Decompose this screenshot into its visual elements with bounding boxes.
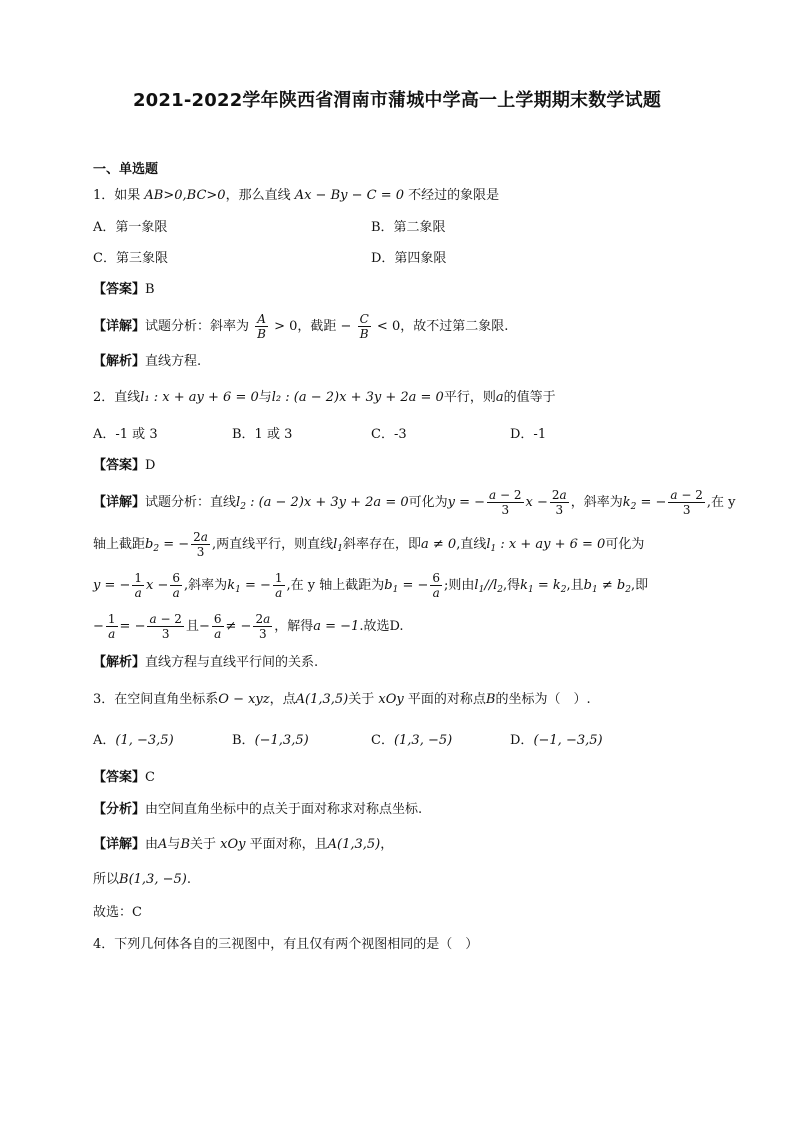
page-title: 2021-2022学年陕西省渭南市蒲城中学高一上学期期末数学试题 (132, 90, 662, 111)
q3-option-d: D．(−1, −3,5) (510, 733, 603, 748)
q3-so: 所以B(1,3, −5). (93, 872, 191, 887)
q1-option-d: D．第四象限 (371, 251, 447, 266)
q1-option-a: A．第一象限 (93, 220, 168, 235)
q3-stem: 3．在空间直角坐标系O − xyz，点A(1,3,5)关于 xOy 平面的对称点B的坐标为（ ）. (93, 692, 591, 707)
q3-choose: 故选：C (93, 905, 142, 920)
q2-option-a: A．-1 或 3 (93, 427, 158, 442)
q1-answer: 【答案】B (93, 282, 155, 297)
q3-option-a: A．(1, −3,5) (93, 733, 174, 748)
q3-answer: 【答案】C (93, 770, 155, 785)
q2-option-c: C．-3 (371, 427, 407, 442)
q2-detail-line4: − $\frac{1}{a}$ = − $\frac{a - 2}{3}$ 且− $\frac{6}{a}$ ≠ − $\frac{2a}{3}$ ，解得a = −1.故选D. (93, 612, 404, 641)
q2-stem: 2．直线l₁ : x + ay + 6 = 0与l₂ : (a − 2)x + 3y + 2a = 0平行，则a的值等于 (93, 390, 556, 405)
q3-option-b: B．(−1,3,5) (232, 733, 309, 748)
q1-option-c: C．第三象限 (93, 251, 168, 266)
q3-fenxi: 【分析】由空间直角坐标中的点关于面对称求对称点坐标. (93, 802, 423, 817)
q3-detail: 【详解】由A与B关于 xOy 平面对称，且A(1,3,5)， (93, 837, 394, 852)
q1-detail: 【详解】试题分析：斜率为 $\frac{A}{B}$ > 0，截距 − $\frac{C}{B}$ < 0，故不过第二象限. (93, 312, 509, 341)
q4-stem: 4．下列几何体各自的三视图中，有且仅有两个视图相同的是（ ） (93, 937, 479, 952)
q2-detail-line2: 轴上截距$b_2$ = − $\frac{2a}{3}$ ,两直线平行，则直线$l_1$斜率存在，即a ≠ 0,直线$l_1$ : x + ay + 6 = 0可化为 (93, 530, 645, 559)
q2-analysis: 【解析】直线方程与直线平行间的关系. (93, 655, 319, 670)
q2-detail-line1: 【详解】试题分析：直线$l_2$ : (a − 2)x + 3y + 2a = 0可化为y = − $\frac{a - 2}{3}$ x − $\frac{2a}{3}$ ，斜率为$k_2$ = − $\frac{a - 2}{3}$ ,在 y (93, 488, 736, 517)
q1-stem: 1．如果 AB>0,BC>0，那么直线 Ax − By − C = 0 不经过的象限是 (93, 188, 500, 203)
q2-answer: 【答案】D (93, 458, 156, 473)
q2-option-b: B．1 或 3 (232, 427, 293, 442)
q3-option-c: C．(1,3, −5) (371, 733, 453, 748)
q1-analysis: 【解析】直线方程. (93, 354, 202, 369)
q2-detail-line3: y = − $\frac{1}{a}$ x − $\frac{6}{a}$ ,斜率为$k_1$ = − $\frac{1}{a}$ ,在 y 轴上截距为$b_1$ = − $\frac{6}{a}$ ;则由$l_1//l_2$,得$k_1 = k_2$,且$b_1 \ne b_2$,即 (93, 571, 649, 600)
section-heading: 一、单选题 (93, 162, 159, 177)
q1-option-b: B．第二象限 (371, 220, 446, 235)
q2-option-d: D．-1 (510, 427, 547, 442)
